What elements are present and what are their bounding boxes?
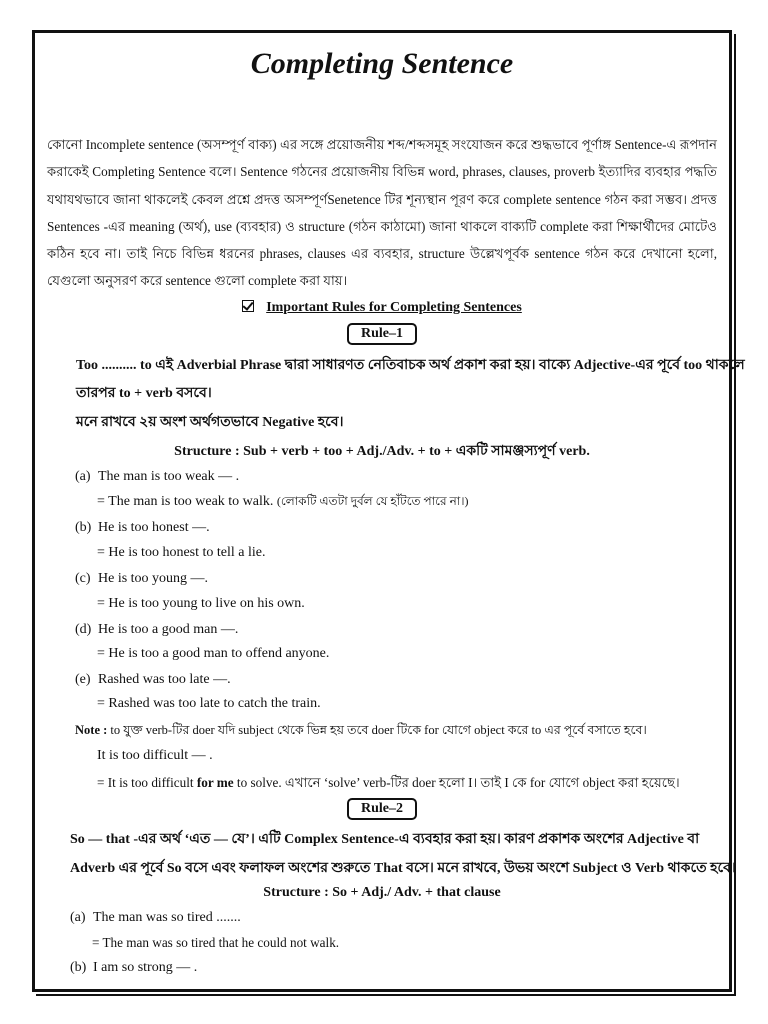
rule-1-example-e-answer: = Rashed was too late to catch the train. [97,696,321,711]
rule-1-example-c-answer: = He is too young to live on his own. [97,596,305,611]
checkbox-icon [242,300,254,312]
note-label: Note : [75,723,108,737]
rule-2-example-b-label: (b) [70,960,87,975]
rule-1-example-e-question: Rashed was too late —. [98,672,231,687]
rule-1-note [75,722,647,742]
rule-2-example-a-answer: = The man was so tired that he could not walk. [92,935,340,950]
rule-1-example-b-answer: = He is too honest to tell a lie. [97,545,266,560]
rule-1-example-a-answer [97,493,469,513]
rule-1-example-a-question: The man is too weak — . [98,469,240,484]
rule-1-desc-1: Too .......... to এই Adverbial Phrase দ্বারা সাধারণত নেতিবাচক অর্থ প্রকাশ করা হয়। বাক্যে Adjective-এর পূর্বে too থাকলে [76,358,745,373]
rule-1-desc-3: মনে রাখবে ২য় অংশ অর্থগতভাবে Negative হবে। [76,415,344,430]
rule-1-example-d-question: He is too a good man —. [98,622,239,637]
rule-2-example-b-question: I am so strong — . [93,960,198,975]
rule-1-example-d-label: (d) [75,622,92,637]
rule-1-example-e-label: (e) [75,672,91,687]
note-answer-post: to solve. এখানে ‘solve’ verb-টির doer হলো I। তাই I কে for যোগে object করা হয়েছে। [233,775,680,790]
note-answer-bold: for me [196,775,234,790]
rule-1-example-a-label: (a) [75,469,91,484]
rule-1-structure: Structure : Sub + verb + too + Adj./Adv. + to + একটি সামঞ্জস্যপূর্ণ verb. [174,444,590,459]
note-text: to যুক্ত verb-টির doer যদি subject থেকে ভিন্ন হয় তবে doer টিকে for যোগে object করে to এর পূর্বে বসাতে হবে। [110,723,647,737]
rules-heading [35,299,729,316]
rule-1-example-d-answer: = He is too a good man to offend anyone. [97,646,330,661]
rule-1-example-b-question: He is too honest —. [98,520,210,535]
rule-2-structure: Structure : So + Adj./ Adv. + that clause [263,885,501,900]
rule-1-example-b-label: (b) [75,520,92,535]
page-frame [32,30,745,992]
rule-1-note-answer [97,773,680,795]
rule-2-example-a-question: The man was so tired ....... [93,910,241,925]
rule-2-desc-1: So — that -এর অর্থ ‘এত — যে’। এটি Complex Sentence-এ ব্যবহার করা হয়। কারণ প্রকাশক অংশের Adjective বা [70,832,700,847]
rule-1-example-a-note: (লোকটি এতটা দুর্বল যে হাঁটতে পারে না।) [276,494,469,508]
rule-2-example-a-label: (a) [70,910,86,925]
rule-1-desc-2: তারপর to + verb বসবে। [76,386,212,401]
rule-2-desc-2: Adverb এর পূর্বে So বসে এবং ফলাফল অংশের শুরুতে That বসে। মনে রাখবে, উভয় অংশে Subject ও Verb থাকতে হবে। [70,861,736,876]
page-title: Completing Sentence [250,47,514,80]
rule-1-note-question: It is too difficult — . [97,748,213,763]
rules-heading-text: Important Rules for Completing Sentences [266,300,522,315]
intro-paragraph [47,131,717,295]
intro-text: কোনো Incomplete sentence (অসম্পূর্ণ বাক্য) এর সঙ্গে প্রয়োজনীয় শব্দ/শব্দসমূহ সংযোজন করে শুদ্ধভাবে পূর্ণাঙ্গ Sentence-এ রূপদান করাকেই Completing Sentence বলে। Sentence গঠনের প্রয়োজনীয় বিভিন্ন word, phrases, clauses, proverb ইত্যাদির ব্যবহার পদ্ধতি যথাযথভাবে জানা থাকলেই কেবল প্রশ্নে প্রদত্ত অসম্পূর্ণSenetence টির শূন্যস্থান পূরণ করে complete sentence গঠন করা সম্ভব। প্রদত্ত Sentences -এর meaning (অর্থ), use (ব্যবহার) ও structure (গঠন কাঠামো) জানা থাকলে বাক্যটি complete করা শিক্ষার্থীদের মোটেও কঠিন হবে না। তাই নিচে বিভিন্ন ধরনের phrases, clauses এর ব্যবহার, structure উল্লেখপূর্বক sentence গঠন করে দেখানো হলো, যেগুলো অনুসরণ করে sentence গুলো complete করা যায়। [47,137,717,289]
note-answer-pre: = It is too difficult [97,775,197,790]
rule-2-label: Rule–2 [347,798,417,820]
rule-1-example-a-answer-text: = The man is too weak to walk. [97,494,274,509]
rule-1-example-c-question: He is too young —. [98,571,209,586]
rule-1-label: Rule–1 [347,323,417,345]
rule-1-example-c-label: (c) [75,571,91,586]
